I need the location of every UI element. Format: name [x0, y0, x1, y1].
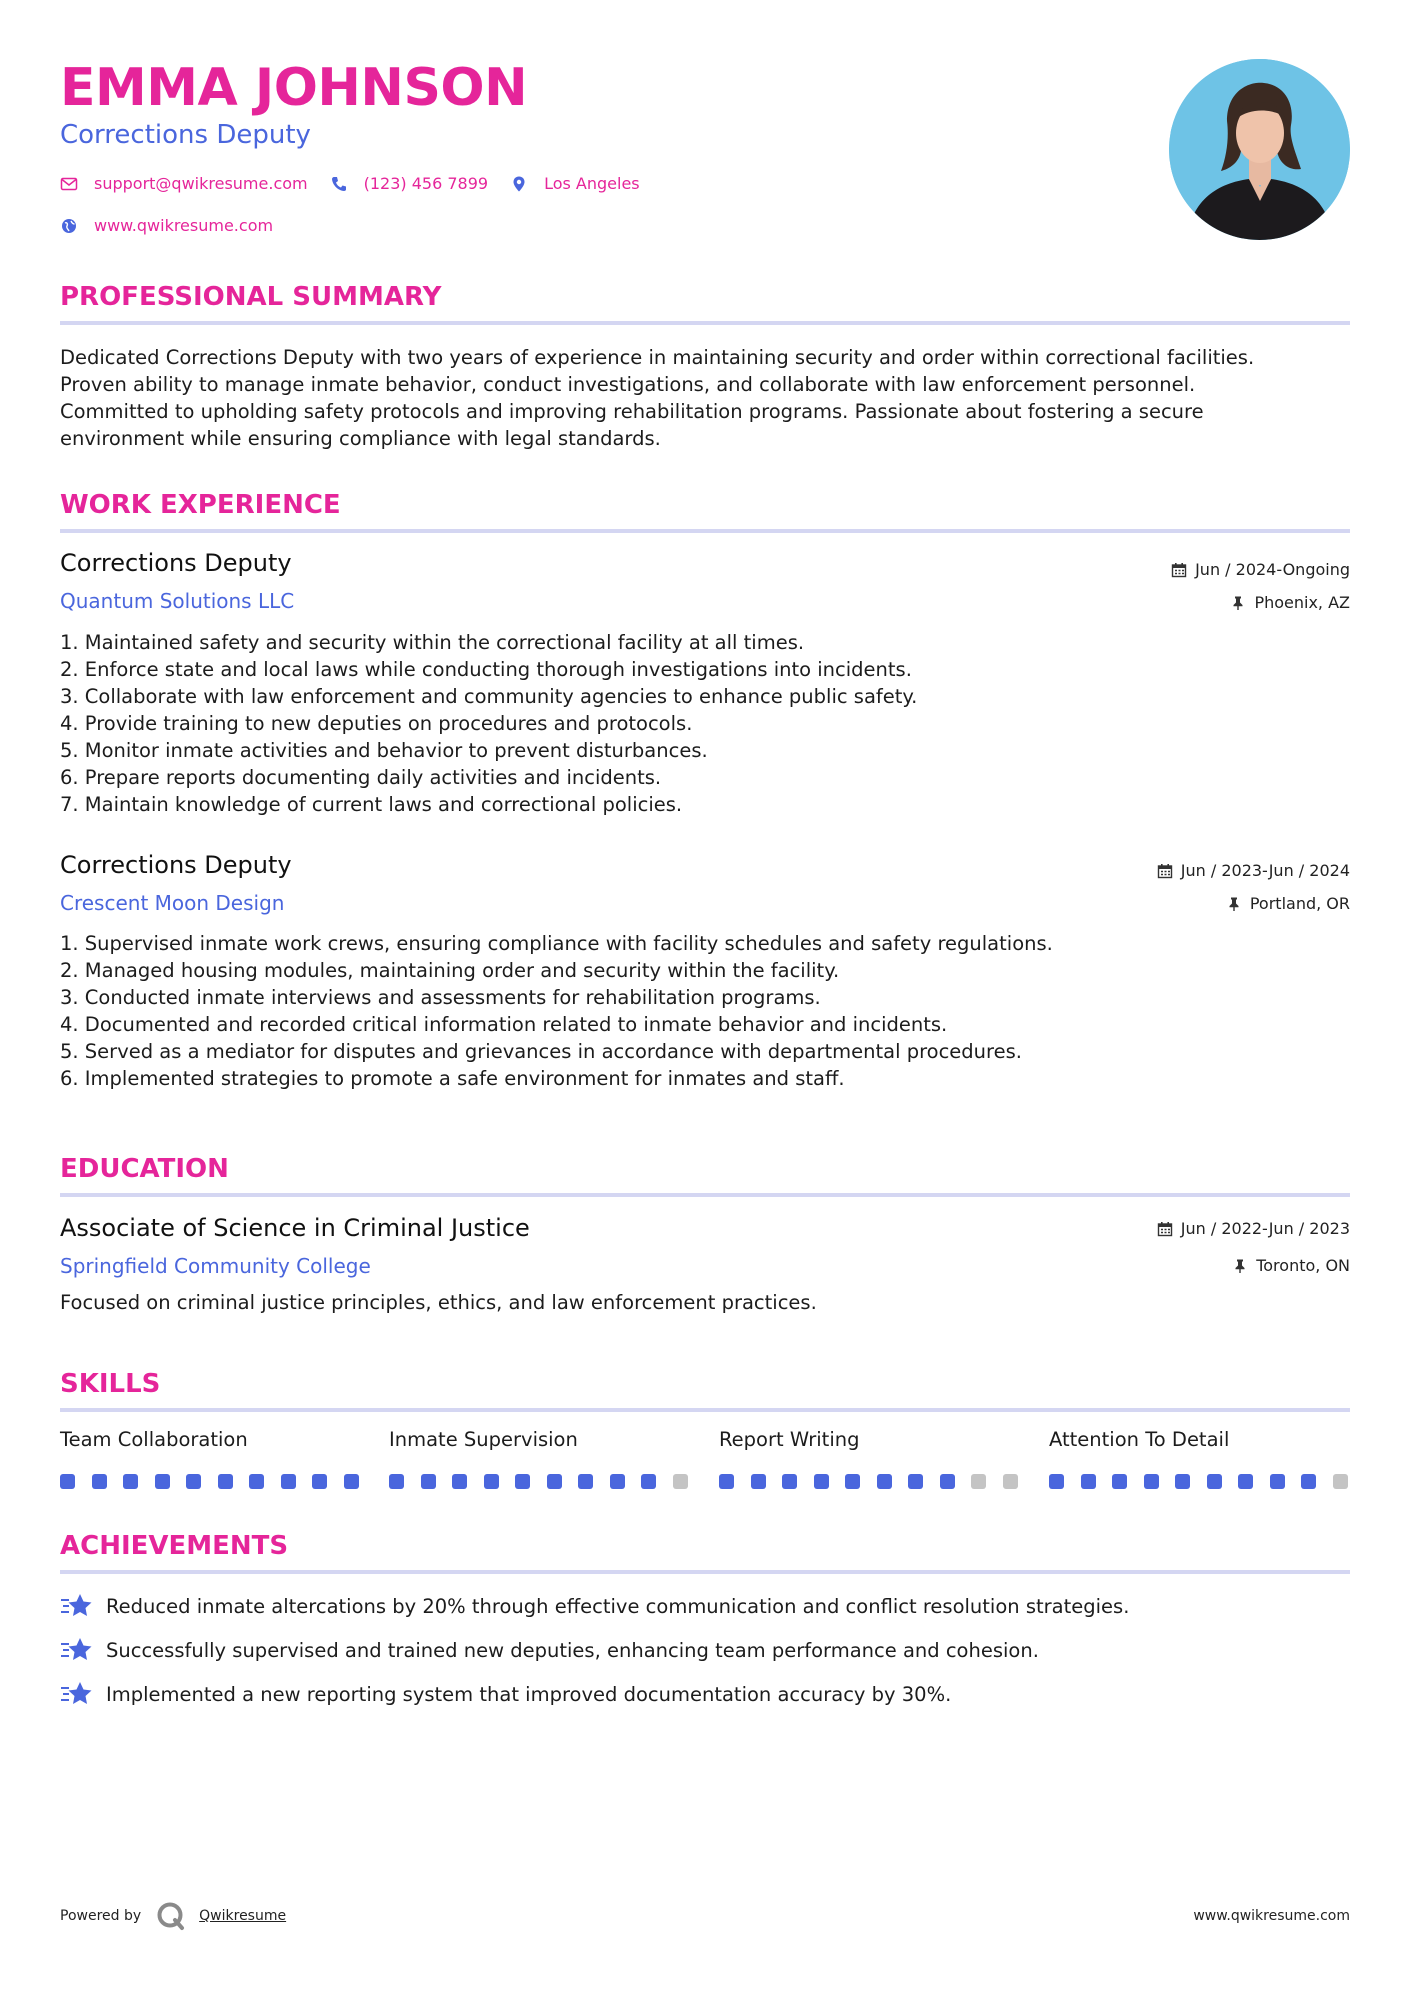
school-name: Springfield Community College [60, 1254, 371, 1278]
achievements-divider [60, 1570, 1350, 1574]
summary-line: Dedicated Corrections Deputy with two years of experience in maintaining security and order within correctional facilities. [60, 346, 1255, 369]
qwikresume-logo-icon [155, 1900, 187, 1932]
star-icon [60, 1635, 94, 1665]
skill-dot-filled [421, 1474, 436, 1489]
skill-dot-filled [719, 1474, 734, 1489]
summary-line: Committed to upholding safety protocols and improving rehabilitation programs. Passionate about fostering a secure [60, 400, 1204, 423]
skill-item [1049, 1428, 1349, 1451]
resume-page [60, 0, 1350, 1990]
footer-website[interactable]: www.qwikresume.com [1193, 1908, 1350, 1924]
website-link[interactable]: www.qwikresume.com [94, 216, 274, 235]
skill-dot-filled [578, 1474, 593, 1489]
qwikresume-link[interactable]: Qwikresume [199, 1908, 287, 1924]
skill-dot-empty [971, 1474, 986, 1489]
list-item: 5. Monitor inmate activities and behavior to prevent disturbances. [60, 739, 708, 762]
powered-by-label: Powered by [60, 1908, 142, 1924]
skill-dot-filled [60, 1474, 75, 1489]
job-company: Crescent Moon Design [60, 891, 285, 915]
calendar-icon [1171, 562, 1187, 578]
achievement-item [60, 1591, 1129, 1621]
skill-label: Inmate Supervision [389, 1428, 578, 1451]
skill-dot-filled [782, 1474, 797, 1489]
skill-dot-filled [281, 1474, 296, 1489]
education-heading: EDUCATION [60, 1154, 229, 1184]
location-text: Los Angeles [544, 174, 640, 193]
list-item: 4. Provide training to new deputies on procedures and protocols. [60, 712, 693, 735]
skill-item [719, 1428, 1019, 1451]
education-dates [1157, 1219, 1350, 1238]
job-dates-text: Jun / 2023-Jun / 2024 [1180, 861, 1350, 880]
list-item: 2. Enforce state and local laws while conducting thorough investigations into incidents. [60, 658, 912, 681]
job-location [1230, 593, 1350, 612]
experience-divider [60, 529, 1350, 533]
achievement-text: Successfully supervised and trained new deputies, enhancing team performance and cohesion. [106, 1638, 1039, 1662]
star-icon [60, 1679, 94, 1709]
skill-rating [60, 1474, 375, 1489]
star-icon [60, 1591, 94, 1621]
calendar-icon [1157, 863, 1173, 879]
skill-dot-filled [1175, 1474, 1190, 1489]
skill-dot-empty [673, 1474, 688, 1489]
skill-rating [389, 1474, 704, 1489]
skill-dot-filled [452, 1474, 467, 1489]
skill-dot-filled [814, 1474, 829, 1489]
education-location-text: Toronto, ON [1256, 1256, 1350, 1275]
list-item: 4. Documented and recorded critical information related to inmate behavior and incidents. [60, 1013, 948, 1036]
skill-dot-filled [641, 1474, 656, 1489]
skill-rating [1049, 1474, 1364, 1489]
list-item: 3. Conducted inmate interviews and assessments for rehabilitation programs. [60, 986, 821, 1009]
skill-dot-filled [484, 1474, 499, 1489]
skill-dot-filled [845, 1474, 860, 1489]
skill-label: Report Writing [719, 1428, 860, 1451]
skill-dot-filled [1301, 1474, 1316, 1489]
education-dates-text: Jun / 2022-Jun / 2023 [1180, 1219, 1350, 1238]
summary-line: environment while ensuring compliance with legal standards. [60, 427, 661, 450]
skills-heading: SKILLS [60, 1369, 161, 1399]
phone-number[interactable]: (123) 456 7899 [363, 174, 489, 193]
list-item: 6. Prepare reports documenting daily activities and incidents. [60, 766, 662, 789]
job-location-text: Phoenix, AZ [1254, 593, 1350, 612]
job-title: Corrections Deputy [60, 549, 292, 577]
pushpin-icon [1232, 1258, 1248, 1274]
list-item: 2. Managed housing modules, maintaining order and security within the facility. [60, 959, 840, 982]
education-description: Focused on criminal justice principles, ethics, and law enforcement practices. [60, 1291, 817, 1314]
achievement-item [60, 1679, 951, 1709]
list-item: 3. Collaborate with law enforcement and community agencies to enhance public safety. [60, 685, 918, 708]
skill-dot-filled [1144, 1474, 1159, 1489]
skill-dot-filled [344, 1474, 359, 1489]
skill-dot-filled [1238, 1474, 1253, 1489]
skill-dot-filled [940, 1474, 955, 1489]
job-dates-text: Jun / 2024-Ongoing [1195, 560, 1350, 579]
phone-icon [330, 175, 348, 193]
job-duties-list [60, 629, 917, 818]
education-divider [60, 1193, 1350, 1197]
skill-dot-filled [547, 1474, 562, 1489]
envelope-icon [60, 175, 78, 193]
skill-dot-filled [155, 1474, 170, 1489]
skills-divider [60, 1408, 1350, 1412]
footer-powered-by [60, 1900, 286, 1932]
job-dates [1157, 861, 1350, 880]
globe-icon [60, 217, 78, 235]
summary-heading: PROFESSIONAL SUMMARY [60, 282, 442, 312]
skill-dot-filled [186, 1474, 201, 1489]
achievements-heading: ACHIEVEMENTS [60, 1531, 289, 1561]
list-item: 1. Supervised inmate work crews, ensuring compliance with facility schedules and safety regulations. [60, 932, 1053, 955]
skill-item [60, 1428, 360, 1451]
list-item: 5. Served as a mediator for disputes and grievances in accordance with departmental procedures. [60, 1040, 1022, 1063]
email-link[interactable]: support@qwikresume.com [94, 174, 308, 193]
achievement-text: Implemented a new reporting system that improved documentation accuracy by 30%. [106, 1682, 952, 1706]
job-dates [1171, 560, 1350, 579]
contact-row-secondary [60, 216, 273, 235]
achievement-text: Reduced inmate altercations by 20% through effective communication and conflict resolution strategies. [106, 1594, 1130, 1618]
pushpin-icon [1230, 595, 1246, 611]
skill-dot-filled [389, 1474, 404, 1489]
skill-dot-filled [1112, 1474, 1127, 1489]
skill-dot-filled [515, 1474, 530, 1489]
list-item: 7. Maintain knowledge of current laws and correctional policies. [60, 793, 683, 816]
skill-dot-empty [1003, 1474, 1018, 1489]
skill-dot-filled [312, 1474, 327, 1489]
contact-row-primary [60, 174, 640, 193]
list-item: 1. Maintained safety and security within the correctional facility at all times. [60, 631, 805, 654]
list-item: 6. Implemented strategies to promote a safe environment for inmates and staff. [60, 1067, 845, 1090]
skill-label: Attention To Detail [1049, 1428, 1230, 1451]
skill-dot-filled [218, 1474, 233, 1489]
skill-dot-filled [908, 1474, 923, 1489]
skill-dot-filled [1081, 1474, 1096, 1489]
job-duties-list [60, 930, 1053, 1092]
candidate-name: EMMA JOHNSON [60, 58, 528, 118]
skill-dot-filled [92, 1474, 107, 1489]
skill-dot-filled [877, 1474, 892, 1489]
achievement-item [60, 1635, 1039, 1665]
skill-dot-filled [249, 1474, 264, 1489]
skill-rating [719, 1474, 1034, 1489]
job-company: Quantum Solutions LLC [60, 589, 295, 613]
skill-dot-filled [1049, 1474, 1064, 1489]
skill-dot-filled [1270, 1474, 1285, 1489]
skill-label: Team Collaboration [60, 1428, 248, 1451]
education-location [1232, 1256, 1350, 1275]
skill-dot-filled [123, 1474, 138, 1489]
skill-item [389, 1428, 689, 1451]
candidate-role: Corrections Deputy [60, 120, 311, 150]
job-location [1226, 894, 1350, 913]
skill-dot-filled [1207, 1474, 1222, 1489]
job-title: Corrections Deputy [60, 851, 292, 879]
skill-dot-filled [610, 1474, 625, 1489]
degree-title: Associate of Science in Criminal Justice [60, 1214, 530, 1242]
experience-heading: WORK EXPERIENCE [60, 490, 341, 520]
skill-dot-filled [751, 1474, 766, 1489]
summary-text [60, 344, 1350, 452]
summary-line: Proven ability to manage inmate behavior, conduct investigations, and collaborate with law enforcement personnel. [60, 373, 1196, 396]
skill-dot-empty [1333, 1474, 1348, 1489]
location-pin-icon [510, 175, 528, 193]
summary-divider [60, 321, 1350, 325]
profile-photo [1169, 59, 1350, 240]
job-location-text: Portland, OR [1249, 894, 1350, 913]
pushpin-icon [1226, 896, 1242, 912]
calendar-icon [1157, 1221, 1173, 1237]
